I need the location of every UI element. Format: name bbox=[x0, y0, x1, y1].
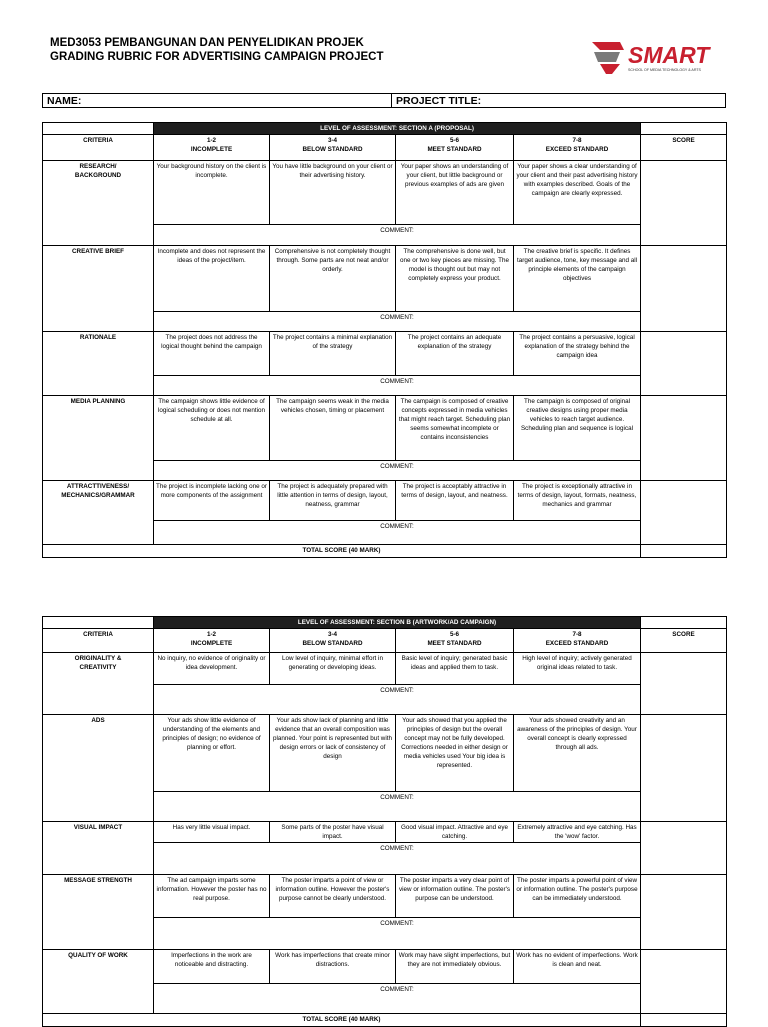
descriptor-cell: Low level of inquiry, minimal effort in generating or developing ideas. bbox=[270, 653, 396, 685]
name-label: NAME: bbox=[47, 94, 82, 107]
criteria-media-planning: MEDIA PLANNING bbox=[43, 396, 154, 481]
descriptor-cell: The campaign is composed of creative concepts expressed in media vehicles that might reach target. Scheduling plan seems somewhat incomplete or contains inconsistencies bbox=[396, 396, 514, 461]
score-cell[interactable] bbox=[641, 875, 727, 950]
score-cell[interactable] bbox=[641, 246, 727, 332]
section-a-title: LEVEL OF ASSESSMENT: SECTION A (PROPOSAL) bbox=[154, 123, 641, 135]
comment-label: COMMENT: bbox=[380, 378, 414, 385]
score-cell[interactable] bbox=[641, 950, 727, 1014]
score-cell[interactable] bbox=[641, 822, 727, 875]
descriptor-cell: Basic level of inquiry; generated basic ideas and applied them to task. bbox=[396, 653, 514, 685]
level-1-header: 1-2 INCOMPLETE bbox=[154, 629, 270, 653]
comment-field[interactable] bbox=[154, 312, 641, 332]
section-b-title: LEVEL OF ASSESSMENT: SECTION B (ARTWORK/AD CAMPAIGN) bbox=[154, 617, 641, 629]
descriptor-cell: Work may have slight imperfections, but they are not immediately obvious. bbox=[396, 950, 514, 984]
criteria-originality-creativity: ORIGINALITY & CREATIVITY bbox=[43, 653, 154, 715]
descriptor-cell: Work has imperfections that create minor distractions. bbox=[270, 950, 396, 984]
comment-label: COMMENT: bbox=[380, 523, 414, 530]
criteria-quality-of-work: QUALITY OF WORK bbox=[43, 950, 154, 1014]
comment-field[interactable] bbox=[154, 376, 641, 396]
descriptor-cell: The project contains a persuasive, logical explanation of the strategy behind the campaign idea bbox=[514, 332, 641, 376]
score-cell[interactable] bbox=[641, 715, 727, 822]
level-3-header: 5-6 MEET STANDARD bbox=[396, 629, 514, 653]
descriptor-cell: The poster imparts a point of view or information outline. However the poster's purpose cannot be clearly understood. bbox=[270, 875, 396, 918]
section-b-total-label: TOTAL SCORE (40 MARK) bbox=[43, 1014, 641, 1027]
descriptor-cell: No inquiry, no evidence of originality or idea development. bbox=[154, 653, 270, 685]
criteria-header: CRITERIA bbox=[43, 629, 154, 653]
comment-label: COMMENT: bbox=[380, 463, 414, 470]
descriptor-cell: Your ads show lack of planning and little evidence that an overall composition was planned. Your point is represented but with design errors or lack of consistency of design bbox=[270, 715, 396, 792]
criteria-ads: ADS bbox=[43, 715, 154, 822]
score-cell[interactable] bbox=[641, 396, 727, 481]
descriptor-cell: Extremely attractive and eye catching. Has the 'wow' factor. bbox=[514, 822, 641, 843]
descriptor-cell: The ad campaign imparts some information. However the poster has no real purpose. bbox=[154, 875, 270, 918]
comment-field[interactable] bbox=[154, 461, 641, 481]
descriptor-cell: The project does not address the logical thought behind the campaign bbox=[154, 332, 270, 376]
score-cell[interactable] bbox=[641, 161, 727, 246]
level-4-header: 7-8 EXCEED STANDARD bbox=[514, 629, 641, 653]
criteria-rationale: RATIONALE bbox=[43, 332, 154, 396]
descriptor-cell: Incomplete and does not represent the ideas of the project/item. bbox=[154, 246, 270, 312]
descriptor-cell: The project is acceptably attractive in terms of design, layout, and neatness. bbox=[396, 481, 514, 521]
descriptor-cell: Good visual impact. Attractive and eye catching. bbox=[396, 822, 514, 843]
section-b-rubric-table bbox=[42, 616, 727, 1027]
comment-field[interactable] bbox=[154, 225, 641, 246]
course-title: MED3053 PEMBANGUNAN DAN PENYELIDIKAN PROJEK bbox=[50, 37, 364, 49]
criteria-attractiveness-mechanics-grammar: ATTRACTTIVENESS/ MECHANICS/GRAMMAR bbox=[43, 481, 154, 545]
criteria-research-background: RESEARCH/ BACKGROUND bbox=[43, 161, 154, 246]
comment-label: COMMENT: bbox=[380, 794, 414, 801]
criteria-header: CRITERIA bbox=[43, 135, 154, 161]
smart-logo-icon bbox=[590, 38, 720, 78]
descriptor-cell: Imperfections in the work are noticeable and distracting. bbox=[154, 950, 270, 984]
name-field[interactable] bbox=[43, 94, 392, 108]
descriptor-cell: Has very little visual impact. bbox=[154, 822, 270, 843]
descriptor-cell: The creative brief is specific. It defines target audience, tone, key message and all principle elements of the campaign objectives bbox=[514, 246, 641, 312]
descriptor-cell: High level of inquiry; actively generated original ideas related to task. bbox=[514, 653, 641, 685]
document-header bbox=[50, 36, 384, 64]
level-3-header: 5-6 MEET STANDARD bbox=[396, 135, 514, 161]
comment-label: COMMENT: bbox=[380, 227, 414, 234]
criteria-creative-brief: CREATIVE BRIEF bbox=[43, 246, 154, 332]
score-header: SCORE bbox=[641, 135, 727, 161]
project-title-field[interactable] bbox=[392, 94, 726, 108]
comment-label: COMMENT: bbox=[380, 986, 414, 993]
comment-field[interactable] bbox=[154, 918, 641, 950]
descriptor-cell: Work has no evident of imperfections. Work is clean and neat. bbox=[514, 950, 641, 984]
descriptor-cell: Some parts of the poster have visual impact. bbox=[270, 822, 396, 843]
descriptor-cell: Your ads show little evidence of understanding of the elements and principles of design; no evidence of planning or effort. bbox=[154, 715, 270, 792]
descriptor-cell: Your paper shows a clear understanding of your client and their past advertising history with examples described. Goals of the campaign are clearly expressed. bbox=[514, 161, 641, 225]
level-4-header: 7-8 EXCEED STANDARD bbox=[514, 135, 641, 161]
score-cell[interactable] bbox=[641, 653, 727, 715]
descriptor-cell: Your ads showed creativity and an awareness of the principles of design. Your overall concept is clearly expressed through all ads. bbox=[514, 715, 641, 792]
descriptor-cell: The project contains a minimal explanation of the strategy bbox=[270, 332, 396, 376]
descriptor-cell: You have little background on your client or their advertising history. bbox=[270, 161, 396, 225]
section-a-total-score[interactable] bbox=[641, 545, 727, 558]
logo-subtext: SCHOOL OF MEDIA TECHNOLOGY & ARTS bbox=[628, 68, 701, 72]
comment-label: COMMENT: bbox=[380, 687, 414, 694]
descriptor-cell: The project is exceptionally attractive in terms of design, layout, formats, neatness, mechanics and grammar bbox=[514, 481, 641, 521]
smart-logo bbox=[590, 38, 720, 78]
comment-label: COMMENT: bbox=[380, 920, 414, 927]
descriptor-cell: The campaign seems weak in the media vehicles chosen, timing or placement bbox=[270, 396, 396, 461]
descriptor-cell: Your background history on the client is incomplete. bbox=[154, 161, 270, 225]
level-2-header: 3-4 BELOW STANDARD bbox=[270, 135, 396, 161]
comment-field[interactable] bbox=[154, 984, 641, 1014]
score-header: SCORE bbox=[641, 629, 727, 653]
descriptor-cell: Your ads showed that you applied the principles of design but the overall concept may not be fully developed. Corrections needed in either design or media vehicles used Your big idea is represented. bbox=[396, 715, 514, 792]
section-b-total-score[interactable] bbox=[641, 1014, 727, 1027]
criteria-visual-impact: VISUAL IMPACT bbox=[43, 822, 154, 875]
descriptor-cell: The project is adequately prepared with little attention in terms of design, layout, neatness, grammar bbox=[270, 481, 396, 521]
level-1-header: 1-2 INCOMPLETE bbox=[154, 135, 270, 161]
criteria-message-strength: MESSAGE STRENGTH bbox=[43, 875, 154, 950]
comment-label: COMMENT: bbox=[380, 845, 414, 852]
rubric-title: GRADING RUBRIC FOR ADVERTISING CAMPAIGN PROJECT bbox=[50, 51, 384, 63]
score-cell[interactable] bbox=[641, 481, 727, 545]
section-a-total-label: TOTAL SCORE (40 MARK) bbox=[43, 545, 641, 558]
comment-field[interactable] bbox=[154, 792, 641, 822]
score-cell[interactable] bbox=[641, 332, 727, 396]
descriptor-cell: The poster imparts a very clear point of view or information outline. The poster's purpose can be understood. bbox=[396, 875, 514, 918]
descriptor-cell: The comprehensive is done well, but one or two key pieces are missing. The model is thought out but may not completely express your product. bbox=[396, 246, 514, 312]
comment-label: COMMENT: bbox=[380, 314, 414, 321]
descriptor-cell: The campaign shows little evidence of logical scheduling or does not mention schedule at all. bbox=[154, 396, 270, 461]
descriptor-cell: The poster imparts a powerful point of view or information outline. The poster's purpose can be immediately understood. bbox=[514, 875, 641, 918]
logo-text: SMART bbox=[628, 42, 710, 68]
section-a-rubric-table bbox=[42, 122, 727, 558]
comment-field[interactable] bbox=[154, 843, 641, 875]
comment-field[interactable] bbox=[154, 521, 641, 545]
descriptor-cell: Comprehensive is not completely thought through. Some parts are not neat and/or orderly. bbox=[270, 246, 396, 312]
descriptor-cell: Your paper shows an understanding of your client, but little background or previous examples of ads are given bbox=[396, 161, 514, 225]
project-title-label: PROJECT TITLE: bbox=[396, 94, 482, 107]
comment-field[interactable] bbox=[154, 685, 641, 715]
student-info-table bbox=[42, 93, 726, 108]
descriptor-cell: The campaign is composed of original creative designs using proper media vehicles to reach target audience. Scheduling plan and sequence is logical bbox=[514, 396, 641, 461]
descriptor-cell: The project is incomplete lacking one or more components of the assignment bbox=[154, 481, 270, 521]
level-2-header: 3-4 BELOW STANDARD bbox=[270, 629, 396, 653]
descriptor-cell: The project contains an adequate explanation of the strategy bbox=[396, 332, 514, 376]
